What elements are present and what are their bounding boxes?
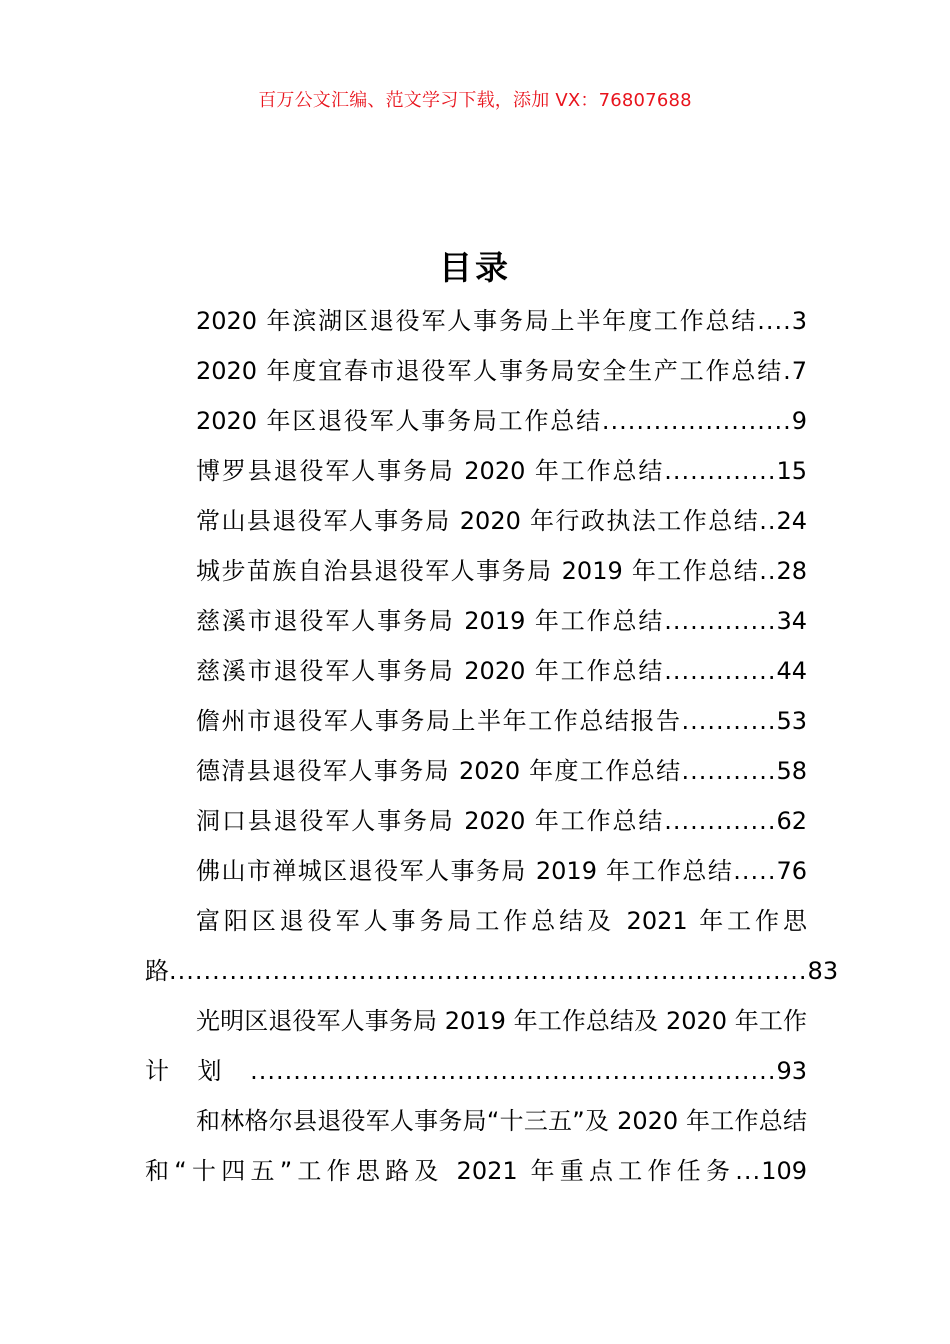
toc-entry-page: 3 bbox=[791, 307, 807, 335]
toc-entry-title: 德清县退役军人事务局 2020 年度工作总结 bbox=[196, 757, 682, 785]
toc-entry-page: 53 bbox=[776, 707, 807, 735]
toc-entry-leader: ... bbox=[735, 1157, 762, 1185]
toc-entry[interactable] bbox=[145, 346, 807, 396]
toc-entry-page: 7 bbox=[791, 357, 807, 385]
toc-entry-title: 2020 年滨湖区退役军人事务局上半年度工作总结 bbox=[196, 307, 758, 335]
toc-entry-leader: ............. bbox=[664, 607, 777, 635]
toc-entry-leader: ........... bbox=[681, 707, 777, 735]
toc-entry-leader: ............. bbox=[664, 807, 777, 835]
toc-entry-page: 9 bbox=[791, 407, 807, 435]
toc-entry-leader: ............................................................. bbox=[250, 1057, 777, 1085]
toc-entry-page: 58 bbox=[776, 757, 807, 785]
toc-entry-title: 2020 年度宜春市退役军人事务局安全生产工作总结 bbox=[196, 357, 784, 385]
toc-entry-leader: .. bbox=[759, 507, 777, 535]
toc-entry-leader: .... bbox=[757, 307, 792, 335]
toc-entry-page: 62 bbox=[776, 807, 807, 835]
toc-entry-title: 和林格尔县退役军人事务局“十三五”及 2020 年工作总结和“十四五”工作思路及 2021 年重点工作任务 bbox=[145, 1107, 807, 1185]
toc-entry[interactable] bbox=[145, 496, 807, 546]
toc-entry-title: 佛山市禅城区退役军人事务局 2019 年工作总结 bbox=[196, 857, 734, 885]
table-of-contents bbox=[145, 296, 839, 1196]
toc-entry-page: 109 bbox=[761, 1157, 807, 1185]
toc-entry-page: 44 bbox=[776, 657, 807, 685]
promo-banner: 百万公文汇编、范文学习下载，添加 VX：76807688 bbox=[258, 90, 692, 111]
toc-entry[interactable] bbox=[145, 296, 807, 346]
toc-entry-page: 15 bbox=[776, 457, 807, 485]
toc-entry[interactable] bbox=[145, 396, 807, 446]
toc-entry-title: 光明区退役军人事务局 2019 年工作总结及 2020 年工作计划 bbox=[145, 1007, 807, 1085]
toc-entry[interactable] bbox=[145, 546, 807, 596]
toc-entry[interactable] bbox=[145, 746, 807, 796]
toc-entry-page: 93 bbox=[776, 1057, 807, 1085]
toc-entry-title: 儋州市退役军人事务局上半年工作总结报告 bbox=[196, 707, 682, 735]
toc-entry[interactable] bbox=[145, 896, 839, 996]
toc-entry-title: 富阳区退役军人事务局工作总结及 2021 年工作思路 bbox=[145, 907, 807, 985]
toc-entry[interactable] bbox=[145, 646, 807, 696]
toc-entry[interactable] bbox=[145, 596, 807, 646]
toc-entry-leader: ............. bbox=[664, 457, 777, 485]
toc-entry-title: 慈溪市退役军人事务局 2019 年工作总结 bbox=[196, 607, 665, 635]
toc-entry[interactable] bbox=[145, 446, 807, 496]
toc-entry-page: 83 bbox=[807, 957, 839, 985]
toc-entry-leader: ..... bbox=[733, 857, 777, 885]
toc-entry-leader: .. bbox=[759, 557, 777, 585]
toc-entry-page: 24 bbox=[776, 507, 807, 535]
toc-entry[interactable] bbox=[145, 846, 807, 896]
toc-entry-title: 城步苗族自治县退役军人事务局 2019 年工作总结 bbox=[196, 557, 760, 585]
toc-entry-title: 洞口县退役军人事务局 2020 年工作总结 bbox=[196, 807, 665, 835]
toc-entry-leader: . bbox=[783, 357, 792, 385]
toc-entry-title: 常山县退役军人事务局 2020 年行政执法工作总结 bbox=[196, 507, 760, 535]
toc-entry[interactable] bbox=[145, 796, 807, 846]
toc-entry-title: 博罗县退役军人事务局 2020 年工作总结 bbox=[196, 457, 665, 485]
toc-entry[interactable] bbox=[145, 696, 807, 746]
toc-entry-page: 34 bbox=[776, 607, 807, 635]
toc-entry-title: 慈溪市退役军人事务局 2020 年工作总结 bbox=[196, 657, 665, 685]
toc-entry-title: 2020 年区退役军人事务局工作总结 bbox=[196, 407, 602, 435]
toc-entry-leader: ........... bbox=[681, 757, 777, 785]
toc-entry-page: 76 bbox=[776, 857, 807, 885]
toc-entry-leader: ...................... bbox=[601, 407, 792, 435]
toc-entry[interactable] bbox=[145, 1096, 807, 1196]
page-title: 目录 bbox=[439, 248, 511, 287]
toc-entry-page: 28 bbox=[776, 557, 807, 585]
toc-entry-leader: ............. bbox=[664, 657, 777, 685]
toc-entry-leader: .......................................................................... bbox=[169, 957, 808, 985]
toc-entry[interactable] bbox=[145, 996, 807, 1096]
